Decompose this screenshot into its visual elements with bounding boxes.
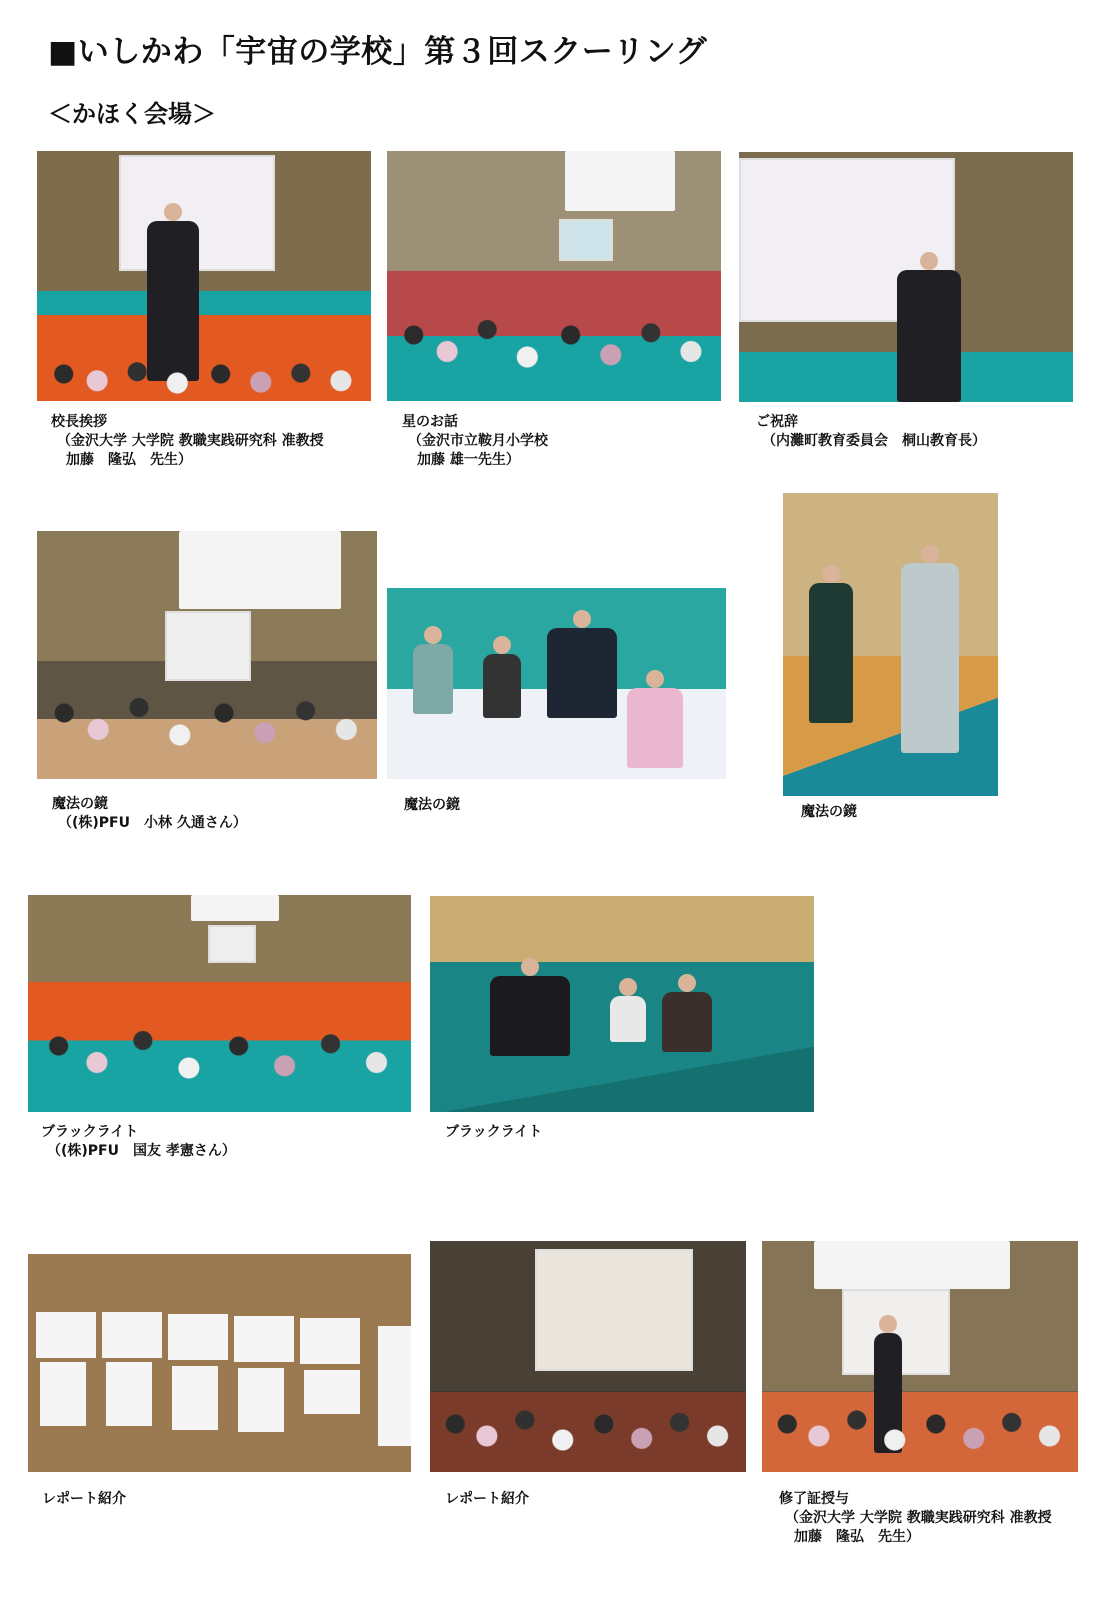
caption-report-presentation: レポート紹介 — [445, 1491, 529, 1507]
photo-blacklight-lecture — [28, 895, 411, 1112]
venue-heading: ＜かほく会場＞ — [48, 100, 216, 128]
caption-principal-greeting: 校長挨拶 （金沢大学 大学院 教職実践研究科 准教授 加藤 隆弘 先生） — [51, 414, 324, 468]
caption-congratulatory-address: ご祝辞 （内灘町教育委員会 桐山教育長） — [756, 414, 986, 449]
photo-report-board — [28, 1254, 411, 1472]
photo-certificate-award — [762, 1241, 1078, 1472]
caption-star-talk: 星のお話 （金沢市立鞍月小学校 加藤 雄一先生） — [402, 414, 548, 468]
photo-report-presentation — [430, 1241, 746, 1472]
caption-magic-mirror-demo: 魔法の鏡 — [801, 804, 857, 820]
caption-report-board: レポート紹介 — [42, 1491, 126, 1507]
photo-star-talk — [387, 151, 721, 401]
caption-blacklight-lecture: ブラックライト （(株)PFU 国友 孝憲さん） — [41, 1124, 236, 1159]
page-title: ■いしかわ「宇宙の学校」第３回スクーリング — [48, 34, 708, 70]
caption-magic-mirror-lecture: 魔法の鏡 （(株)PFU 小林 久通さん） — [52, 796, 247, 831]
photo-magic-mirror-lecture — [37, 531, 377, 779]
photo-congratulatory-address — [739, 152, 1073, 402]
photo-blacklight-activity — [430, 896, 814, 1112]
photo-magic-mirror-demo — [783, 493, 998, 796]
photo-magic-mirror-activity — [387, 588, 726, 779]
caption-magic-mirror-activity: 魔法の鏡 — [404, 797, 460, 813]
caption-certificate-award: 修了証授与 （金沢大学 大学院 教職実践研究科 准教授 加藤 隆弘 先生） — [779, 1491, 1052, 1545]
photo-principal-greeting — [37, 151, 371, 401]
caption-blacklight-activity: ブラックライト — [445, 1124, 543, 1140]
